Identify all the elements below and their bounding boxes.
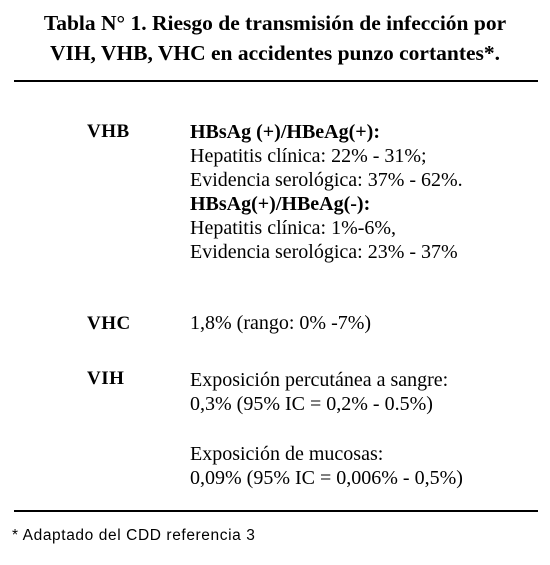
- vhb-line-2: Hepatitis clínica: 22% - 31%;: [190, 145, 427, 167]
- vhb-line-5: Hepatitis clínica: 1%-6%,: [190, 217, 397, 239]
- row-content-vih: [190, 368, 463, 490]
- vhb-subheading-1: HBsAg (+)/HBeAg(+):: [190, 121, 380, 143]
- vih-line-2: 0,3% (95% IC = 0,2% - 0.5%): [190, 393, 433, 415]
- bottom-rule: [14, 510, 538, 512]
- footnote: * Adaptado del CDD referencia 3: [12, 527, 256, 544]
- title-line-1: Tabla N° 1. Riesgo de transmisión de infección por: [43, 11, 507, 35]
- row-content-vhc: [190, 311, 371, 335]
- vih-line-4: 0,09% (95% IC = 0,006% - 0,5%): [190, 467, 463, 489]
- vhb-line-6: Evidencia serológica: 23% - 37%: [190, 241, 458, 263]
- title-line-2: VIH, VHB, VHC en accidentes punzo cortantes*.: [49, 41, 501, 65]
- row-label-vhb: VHB: [87, 121, 130, 142]
- vhc-line-1: 1,8% (rango: 0% -7%): [190, 312, 372, 334]
- vhb-line-3: Evidencia serológica: 37% - 62%.: [190, 169, 463, 191]
- vhb-subheading-2: HBsAg(+)/HBeAg(-):: [190, 193, 371, 215]
- row-content-vhb: [190, 120, 463, 264]
- row-label-vih: VIH: [87, 368, 125, 389]
- vih-line-1: Exposición percutánea a sangre:: [190, 369, 449, 391]
- vih-line-3: Exposición de mucosas:: [190, 443, 384, 465]
- top-rule: [14, 80, 538, 82]
- table-title: [0, 8, 550, 68]
- row-label-vhc: VHC: [87, 313, 131, 334]
